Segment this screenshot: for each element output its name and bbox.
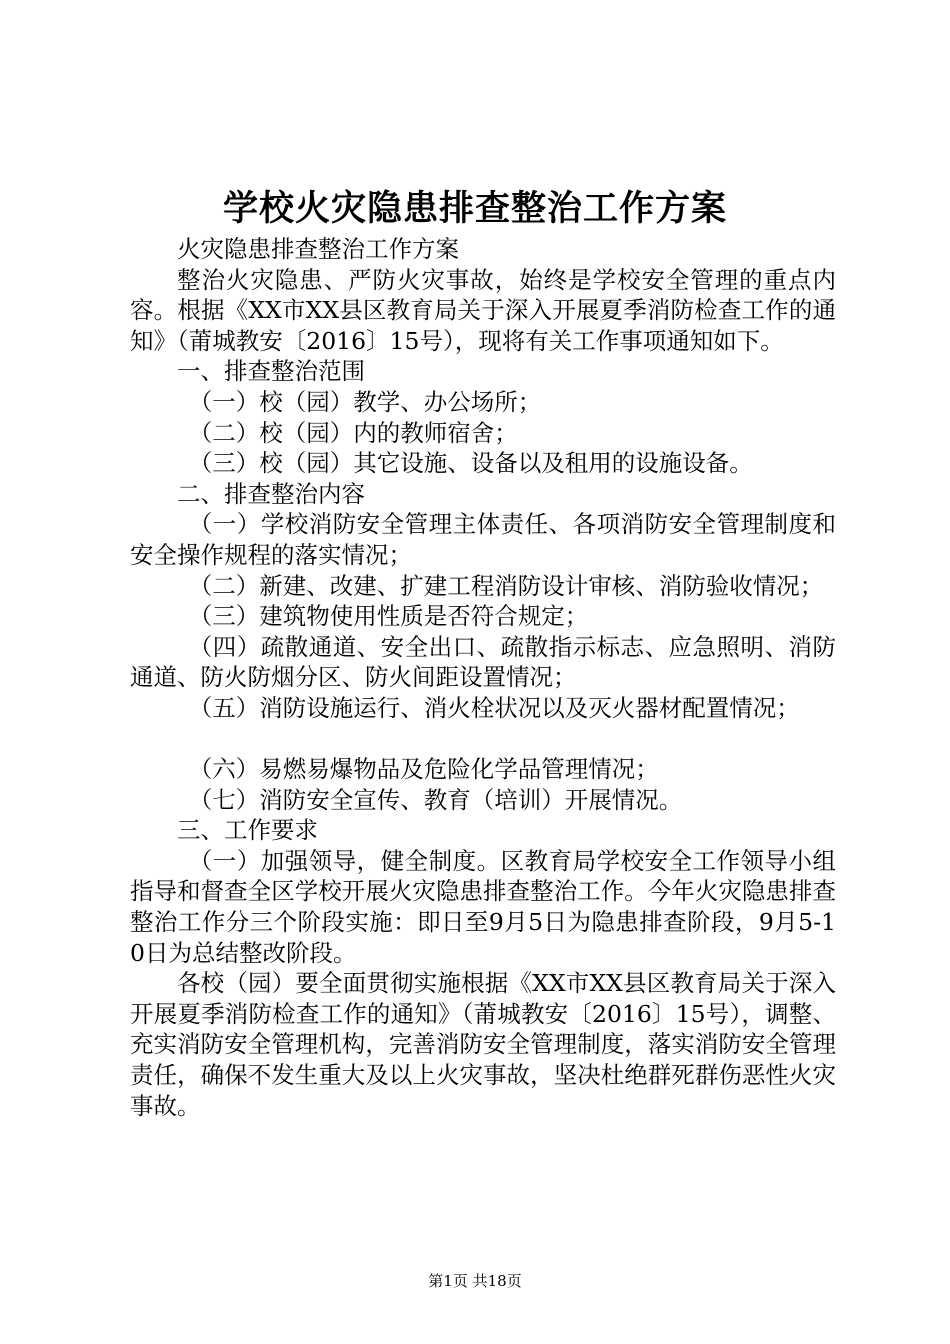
content-item-2: （二）新建、改建、扩建工程消防设计审核、消防验收情况； — [188, 571, 824, 600]
requirement-paragraph: 各校（园）要全面贯彻实施根据《XX市XX县区教育局关于深入开展夏季消防检查工作的通知》（莆城教安〔2016〕15号），调整、充实消防安全管理机构，完善消防安全管理制度，落实消防安全管理责任，确保不发生重大及以上火灾事故，坚决杜绝群死群伤恶性火灾事故。 — [130, 969, 836, 1120]
scope-item-2: （二）校（园）内的教师宿舍； — [188, 418, 518, 447]
content-item-4: （四）疏散通道、安全出口、疏散指示标志、应急照明、消防通道、防火防烟分区、防火间距设置情况； — [130, 632, 836, 692]
content-item-6: （六）易燃易爆物品及危险化学品管理情况； — [188, 755, 659, 784]
content-item-3: （三）建筑物使用性质是否符合规定； — [188, 602, 589, 631]
document-title: 学校火灾隐患排查整治工作方案 — [222, 188, 727, 229]
content-item-1: （一）学校消防安全管理主体责任、各项消防安全管理制度和安全操作规程的落实情况； — [130, 510, 836, 569]
intro-paragraph: 整治火灾隐患、严防火灾事故，始终是学校安全管理的重点内容。根据《XX市XX县区教育局关于深入开展夏季消防检查工作的通知》（莆城教安〔2016〕15号），现将有关工作事项通知如下。 — [130, 265, 836, 355]
section-heading-scope: 一、排查整治范围 — [177, 357, 365, 386]
content-item-5: （五）消防设施运行、消火栓状况以及灭火器材配置情况； — [188, 693, 800, 722]
section-heading-requirements: 三、工作要求 — [177, 816, 318, 845]
requirement-item-1: （一）加强领导，健全制度。区教育局学校安全工作领导小组指导和督查全区学校开展火灾隐患排查整治工作。今年火灾隐患排查整治工作分三个阶段实施：即日至9月5日为隐患排查阶段，9月5-10日为总结整改阶段。 — [130, 846, 836, 967]
scope-item-3: （三）校（园）其它设施、设备以及租用的设施设备。 — [188, 449, 753, 478]
blank-line — [130, 724, 836, 755]
subtitle-paragraph: 火灾隐患排查整治工作方案 — [177, 235, 459, 263]
section-heading-content: 二、排查整治内容 — [177, 479, 365, 508]
document-body — [130, 234, 836, 1121]
content-item-7: （七）消防安全宣传、教育（培训）开展情况。 — [188, 785, 683, 814]
page-footer: 第1页 共18页 — [428, 1272, 522, 1290]
scope-item-1: （一）校（园）教学、办公场所； — [188, 387, 542, 416]
